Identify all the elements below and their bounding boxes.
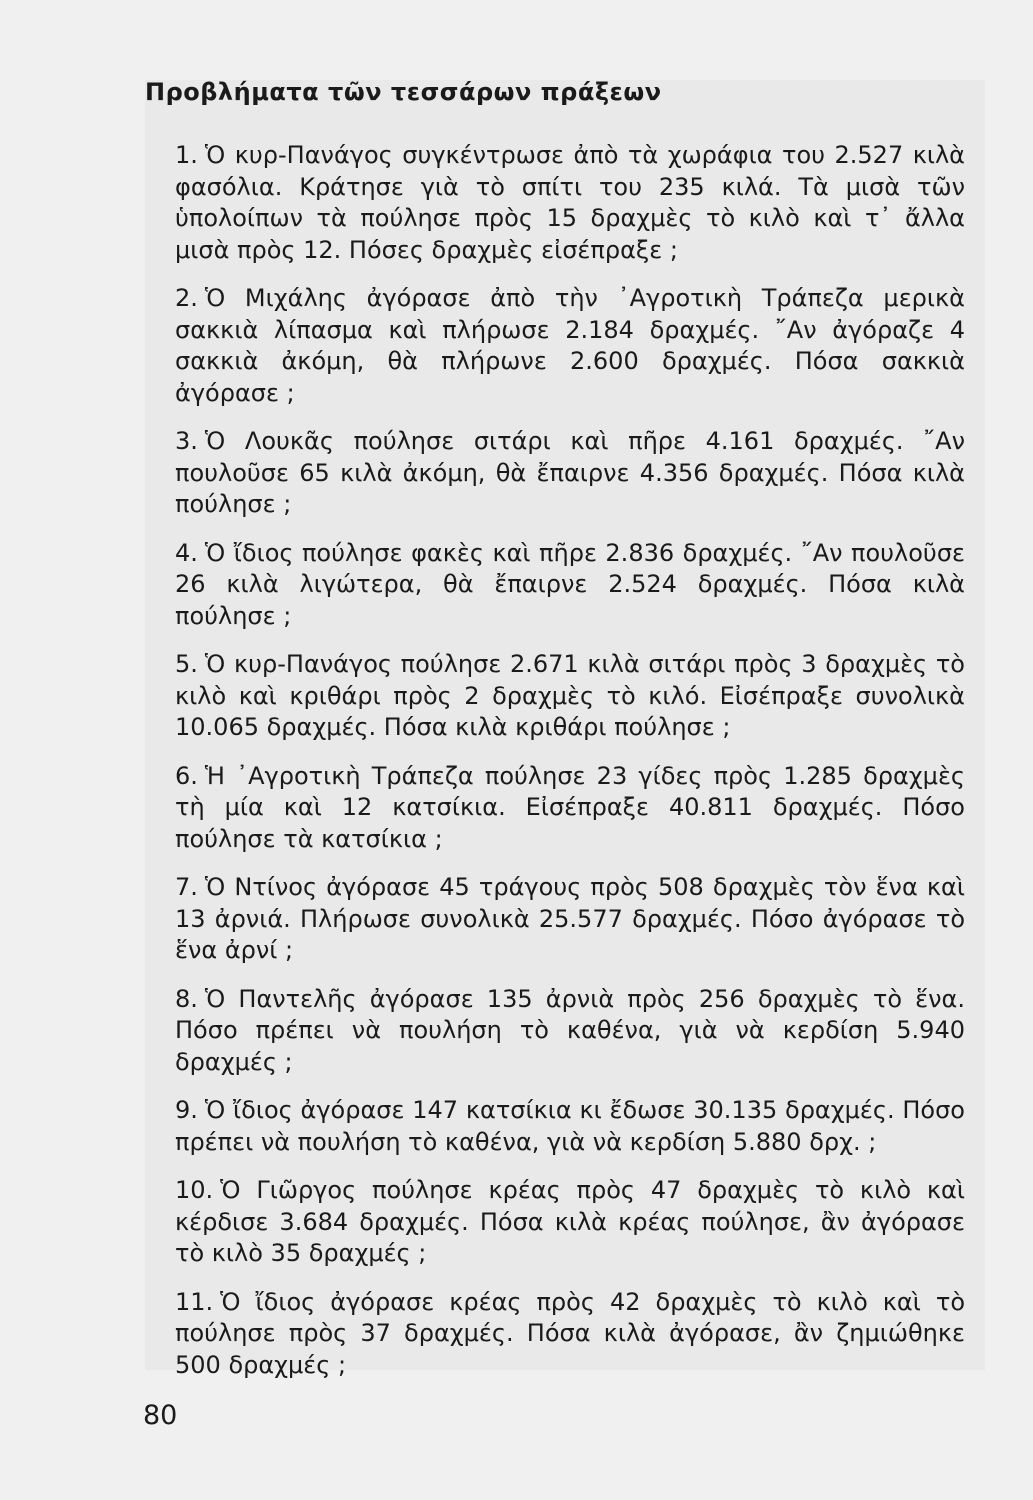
problem-item	[175, 426, 965, 521]
problem-number: 11.	[175, 1287, 214, 1316]
problem-text: Ὁ ἴδιος ἀγόρασε κρέας πρὸς 42 δραχμὲς τὸ κιλὸ καὶ τὸ πούλησε πρὸς 37 δραχμές. Πόσα κιλὰ ἀγόρασε, ἂν ζημιώθηκε 500 δραχμές ;	[175, 1287, 965, 1379]
problem-text: Ὁ κυρ-Πανάγος πούλησε 2.671 κιλὰ σιτάρι πρὸς 3 δραχμὲς τὸ κιλὸ καὶ κριθάρι πρὸς 2 δραχμὲς τὸ κιλό. Εἰσέπραξε συνολικὰ 10.065 δραχμές. Πόσα κιλὰ κριθάρι πούλησε ;	[175, 650, 965, 741]
problem-item	[175, 649, 965, 744]
problem-item	[175, 872, 965, 967]
problem-text: Ὁ Μιχάλης ἀγόρασε ἀπὸ τὴν ᾿Αγροτικὴ Τράπεζα μερικὰ σακκιὰ λίπασμα καὶ πλήρωσε 2.184 δραχμές. ῎Αν ἀγόραζε 4 σακκιὰ ἀκόμη, θὰ πλήρωνε 2.600 δραχμές. Πόσα σακκιὰ ἀγόρασε ;	[175, 284, 965, 407]
problem-item	[175, 1095, 965, 1158]
problem-text: Ὁ Γιῶργος πούλησε κρέας πρὸς 47 δραχμὲς τὸ κιλὸ καὶ κέρδισε 3.684 δραχμές. Πόσα κιλὰ κρέας πούλησε, ἂν ἀγόρασε τὸ κιλὸ 35 δραχμές ;	[175, 1176, 965, 1267]
problem-text: Ὁ Ντίνος ἀγόρασε 45 τράγους πρὸς 508 δραχμὲς τὸν ἕνα καὶ 13 ἀρνιά. Πλήρωσε συνολικὰ 25.577 δραχμές. Πόσο ἀγόρασε τὸ ἕνα ἀρνί ;	[175, 873, 965, 964]
problem-number: 9.	[175, 1096, 198, 1124]
problem-number: 3.	[175, 427, 198, 455]
problem-text: Ὁ κυρ-Πανάγος συγκέντρωσε ἀπὸ τὰ χωράφια του 2.527 κιλὰ φασόλια. Κράτησε γιὰ τὸ σπίτι του 235 κιλά. Τὰ μισὰ τῶν ὑπολοίπων τὰ πούλησε πρὸς 15 δραχμὲς τὸ κιλὸ καὶ τ᾿ ἄλλα μισὰ πρὸς 12. Πόσες δραχμὲς εἰσέπραξε ;	[175, 141, 965, 264]
problem-item	[175, 140, 965, 266]
problem-number: 2.	[175, 284, 198, 312]
problem-number: 4.	[175, 538, 198, 567]
problem-item	[175, 1287, 965, 1382]
page-title: Προβλήματα τῶν τεσσάρων πράξεων	[145, 78, 662, 106]
problem-number: 1.	[175, 141, 198, 169]
problem-list	[175, 140, 965, 1398]
problem-number: 8.	[175, 984, 198, 1013]
problem-text: Ὁ ἴδιος ἀγόρασε 147 κατσίκια κι ἔδωσε 30.135 δραχμές. Πόσο πρέπει νὰ πουλήση τὸ καθένα, γιὰ νὰ κερδίση 5.880 δρχ. ;	[175, 1096, 965, 1156]
problem-text: Ὁ Παντελῆς ἀγόρασε 135 ἀρνιὰ πρὸς 256 δραχμὲς τὸ ἕνα. Πόσο πρέπει νὰ πουλήση τὸ καθένα, γιὰ νὰ κερδίση 5.940 δραχμές ;	[175, 984, 965, 1076]
problem-number: 5.	[175, 650, 198, 678]
problem-item	[175, 1175, 965, 1270]
problem-number: 10.	[175, 1176, 214, 1204]
problem-item	[175, 761, 965, 856]
problem-text: Ὁ Λουκᾶς πούλησε σιτάρι καὶ πῆρε 4.161 δραχμές. ῎Αν πουλοῦσε 65 κιλὰ ἀκόμη, θὰ ἔπαιρνε 4.356 δραχμές. Πόσα κιλὰ πούλησε ;	[175, 427, 965, 518]
page-number: 80	[143, 1400, 178, 1431]
problem-text: Ἡ ᾿Αγροτικὴ Τράπεζα πούλησε 23 γίδες πρὸς 1.285 δραχμὲς τὴ μία καὶ 12 κατσίκια. Εἰσέπραξε 40.811 δραχμές. Πόσο πούλησε τὰ κατσίκια ;	[175, 761, 965, 853]
problem-number: 6.	[175, 761, 198, 790]
problem-number: 7.	[175, 873, 198, 901]
problem-item	[175, 538, 965, 633]
problem-item	[175, 283, 965, 409]
problem-text: Ὁ ἴδιος πούλησε φακὲς καὶ πῆρε 2.836 δραχμές. ῎Αν πουλοῦσε 26 κιλὰ λιγώτερα, θὰ ἔπαιρνε 2.524 δραχμές. Πόσα κιλὰ πούλησε ;	[175, 538, 965, 630]
problem-item	[175, 984, 965, 1079]
